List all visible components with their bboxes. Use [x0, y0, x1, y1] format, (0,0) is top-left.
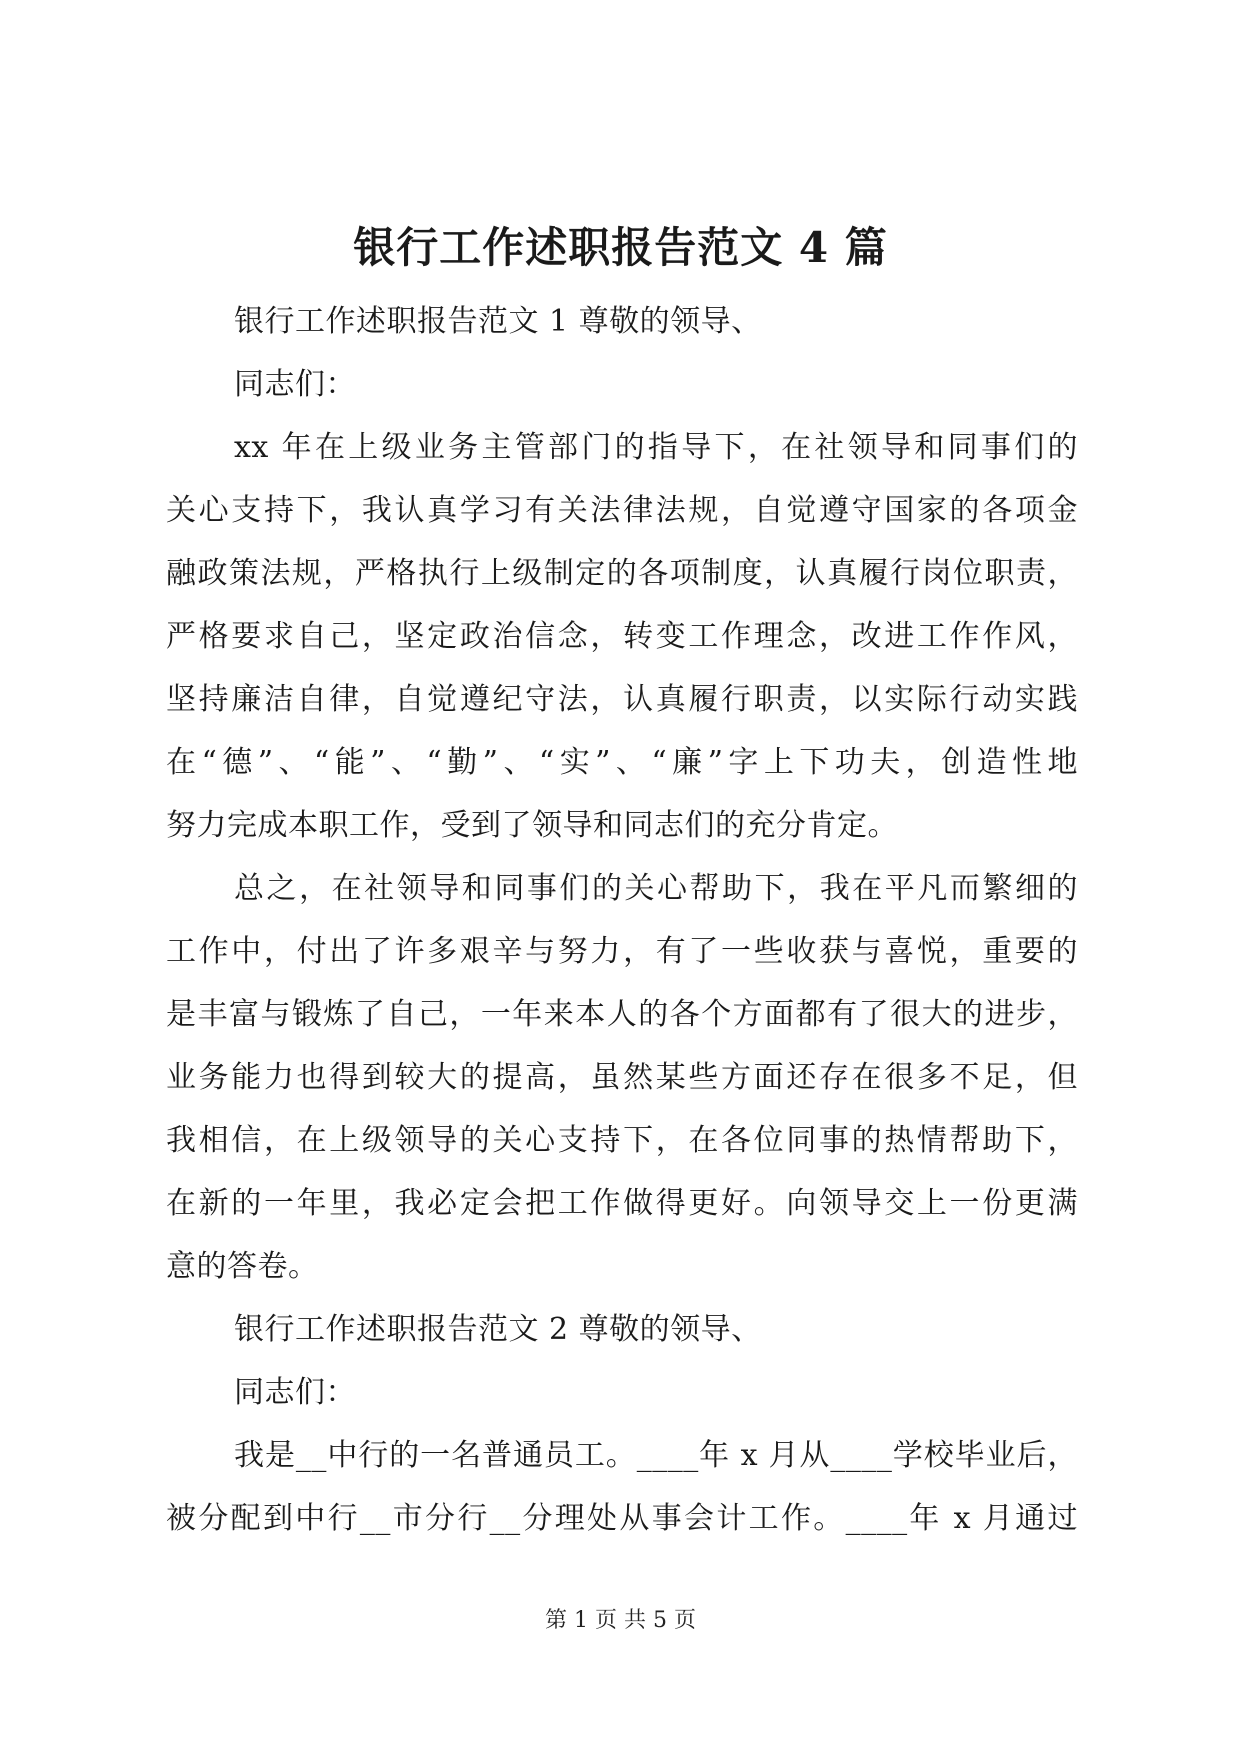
- text-line: 是丰富与锻炼了自己，一年来本人的各个方面都有了很大的进步，: [166, 997, 1078, 1032]
- text-line: 关心支持下，我认真学习有关法律法规，自觉遵守国家的各项金: [166, 493, 1078, 528]
- text-line: 银行工作述职报告范文 2 尊敬的领导、: [234, 1312, 762, 1347]
- text-line: 我是__中行的一名普通员工。____年 x 月从____学校毕业后，: [234, 1438, 1078, 1473]
- document-body: [166, 290, 1078, 1550]
- text-line: 同志们：: [234, 1375, 356, 1410]
- text-line: 我相信，在上级领导的关心支持下，在各位同事的热情帮助下，: [166, 1123, 1078, 1158]
- text-line: 工作中，付出了许多艰辛与努力，有了一些收获与喜悦，重要的: [166, 934, 1078, 969]
- text-line: 在“德”、“能”、“勤”、“实”、“廉”字上下功夫，创造性地: [166, 745, 1078, 780]
- text-line: 意的答卷。: [166, 1249, 319, 1284]
- text-line: 总之，在社领导和同事们的关心帮助下，我在平凡而繁细的: [234, 871, 1078, 906]
- text-line: 同志们：: [234, 367, 356, 402]
- text-line: 业务能力也得到较大的提高，虽然某些方面还存在很多不足，但: [166, 1060, 1078, 1095]
- text-line: 坚持廉洁自律，自觉遵纪守法，认真履行职责，以实际行动实践: [166, 682, 1078, 717]
- text-line: 银行工作述职报告范文 1 尊敬的领导、: [234, 304, 762, 339]
- text-line: 在新的一年里，我必定会把工作做得更好。向领导交上一份更满: [166, 1186, 1078, 1221]
- text-line: 努力完成本职工作，受到了领导和同志们的充分肯定。: [166, 808, 898, 843]
- document-title: 银行工作述职报告范文 4 篇: [353, 223, 888, 272]
- page-footer: 第 1 页 共 5 页: [545, 1608, 696, 1633]
- text-line: 严格要求自己，坚定政治信念，转变工作理念，改进工作作风，: [166, 619, 1078, 654]
- text-line: 被分配到中行__市分行__分理处从事会计工作。____年 x 月通过: [166, 1501, 1078, 1536]
- text-line: 融政策法规，严格执行上级制定的各项制度，认真履行岗位职责，: [166, 556, 1078, 591]
- text-line: xx 年在上级业务主管部门的指导下，在社领导和同事们的: [234, 430, 1078, 465]
